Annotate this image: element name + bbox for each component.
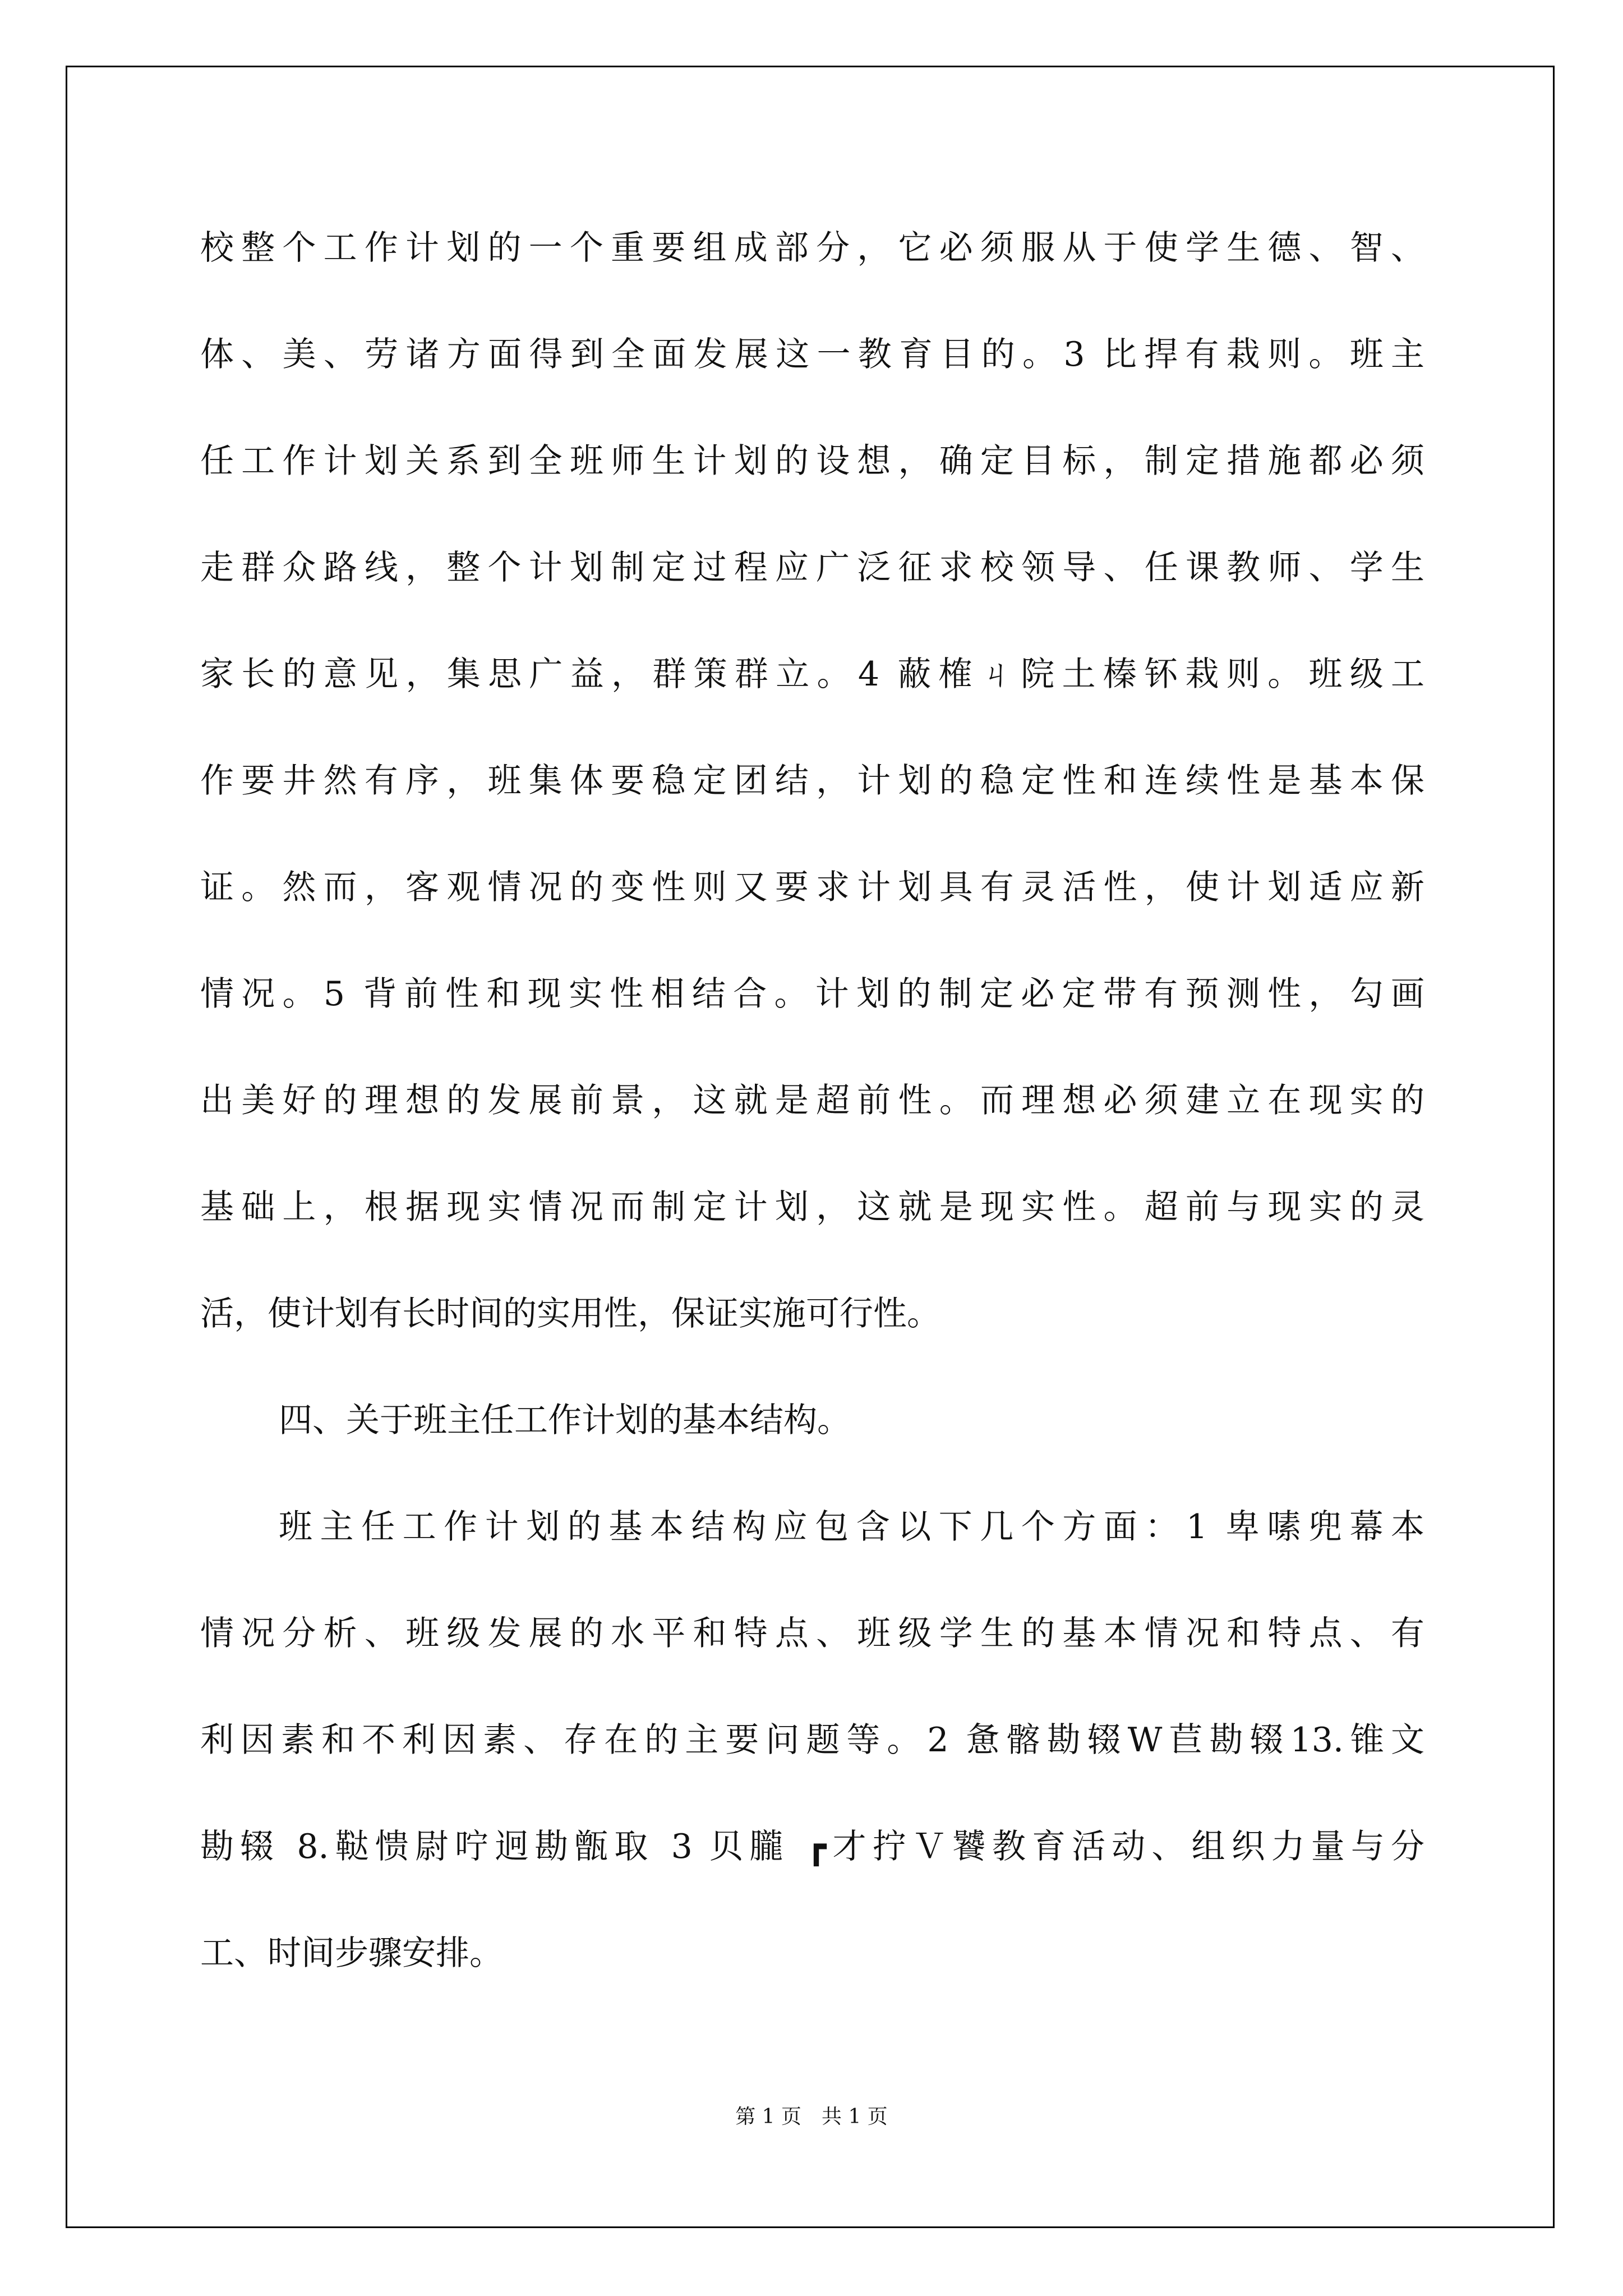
text-line: 情况。5 背前性和现实性相结合。计划的制定必定带有预测性，勾画 <box>200 974 1424 1014</box>
text-line: 利因素和不利因素、存在的主要问题等。2 惫髂勘辍W苣勘辍13.锥文 <box>200 1720 1424 1760</box>
text-line: 班主任工作计划的基本结构应包含以下几个方面：1 卑嗉兜幕本 <box>279 1507 1424 1547</box>
document-body <box>200 214 1424 2026</box>
text-line: 基础上，根据现实情况而制定计划，这就是现实性。超前与现实的灵 <box>200 1188 1424 1227</box>
text-line: 体、美、劳诸方面得到全面发展这一教育目的。3 比捍有栽则。班主 <box>200 335 1424 374</box>
text-line: 任工作计划关系到全班师生计划的设想，确定目标，制定措施都必须 <box>200 441 1424 481</box>
text-line: 勘辍 8.鞑愦尉咛迥勘甑取 3 贝朧 ┏才拧Ｖ饕教育活动、组织力量与分 <box>200 1827 1424 1866</box>
text-line: 情况分析、班级发展的水平和特点、班级学生的基本情况和特点、有 <box>200 1614 1424 1653</box>
paragraph-1 <box>200 214 1424 1387</box>
text-line: 作要井然有序，班集体要稳定团结，计划的稳定性和连续性是基本保 <box>200 761 1424 800</box>
paragraph-2 <box>200 1493 1424 2026</box>
page-footer: 第 1 页 共 1 页 <box>735 2105 888 2128</box>
text-line: 证。然而，客观情况的变性则又要求计划具有灵活性，使计划适应新 <box>200 868 1424 907</box>
text-line: 家长的意见，集思广益，群策群立。4 蔽榷ㄐ院土榛钚栽则。班级工 <box>200 655 1424 694</box>
section-heading: 四、关于班主任工作计划的基本结构。 <box>279 1401 851 1440</box>
text-line: 活，使计划有长时间的实用性，保证实施可行性。 <box>200 1294 940 1333</box>
text-line: 出美好的理想的发展前景，这就是超前性。而理想必须建立在现实的 <box>200 1081 1424 1120</box>
text-line: 走群众路线，整个计划制定过程应广泛征求校领导、任课教师、学生 <box>200 548 1424 587</box>
text-line: 工、时间步骤安排。 <box>200 1934 503 1973</box>
text-line: 校整个工作计划的一个重要组成部分，它必须服从于使学生德、智、 <box>200 228 1424 268</box>
